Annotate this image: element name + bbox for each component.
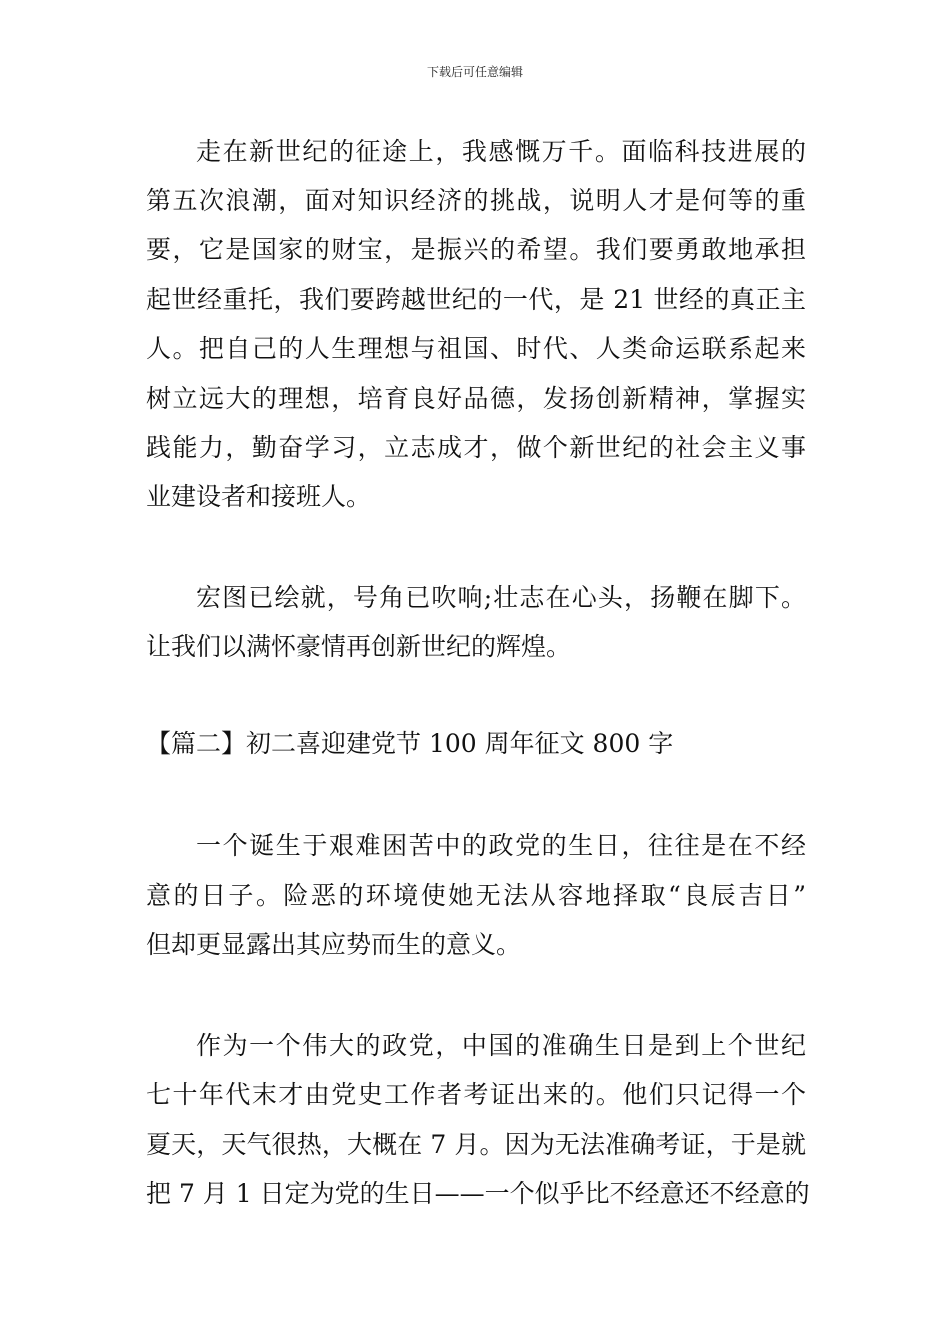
paragraph-line: 起世经重托，我们要跨越世纪的一代，是 21 世经的真正主: [146, 285, 806, 314]
paragraph-line: 七十年代末才由党史工作者考证出来的。他们只记得一个: [146, 1080, 806, 1109]
paragraph-line: 作为一个伟大的政党，中国的准确生日是到上个世纪: [196, 1031, 806, 1060]
paragraph-line: 意的日子。险恶的环境使她无法从容地择取“良辰吉日”: [146, 881, 806, 910]
page-header-note: 下载后可任意编辑: [426, 65, 523, 79]
paragraph-line: 树立远大的理想，培育良好品德，发扬创新精神，掌握实: [146, 384, 806, 413]
paragraph-line: 业建设者和接班人。: [146, 482, 372, 511]
paragraph-line: 把 7 月 1 日定为党的生日——一个似乎比不经意还不经意的: [146, 1179, 810, 1208]
paragraph-line: 践能力，勤奋学习，立志成才，做个新世纪的社会主义事: [146, 433, 806, 462]
paragraph-line: 但却更显露出其应势而生的意义。: [146, 930, 522, 959]
paragraph-line: 第五次浪潮，面对知识经济的挑战，说明人才是何等的重: [146, 186, 806, 215]
paragraph-line: 人。把自己的人生理想与祖国、时代、人类命运联系起来: [146, 334, 806, 363]
section-heading: 【篇二】初二喜迎建党节 100 周年征文 800 字: [146, 729, 674, 758]
paragraph-line: 宏图已绘就，号角已吹响;壮志在心头，扬鞭在脚下。: [196, 583, 806, 612]
paragraph-line: 要，它是国家的财宝，是振兴的希望。我们要勇敢地承担: [146, 235, 806, 264]
paragraph-line: 走在新世纪的征途上，我感慨万千。面临科技进展的: [196, 137, 806, 166]
paragraph-line: 一个诞生于艰难困苦中的政党的生日，往往是在不经: [196, 831, 806, 860]
paragraph-line: 夏天，天气很热，大概在 7 月。因为无法准确考证，于是就: [146, 1130, 806, 1159]
paragraph-line: 让我们以满怀豪情再创新世纪的辉煌。: [146, 632, 572, 661]
